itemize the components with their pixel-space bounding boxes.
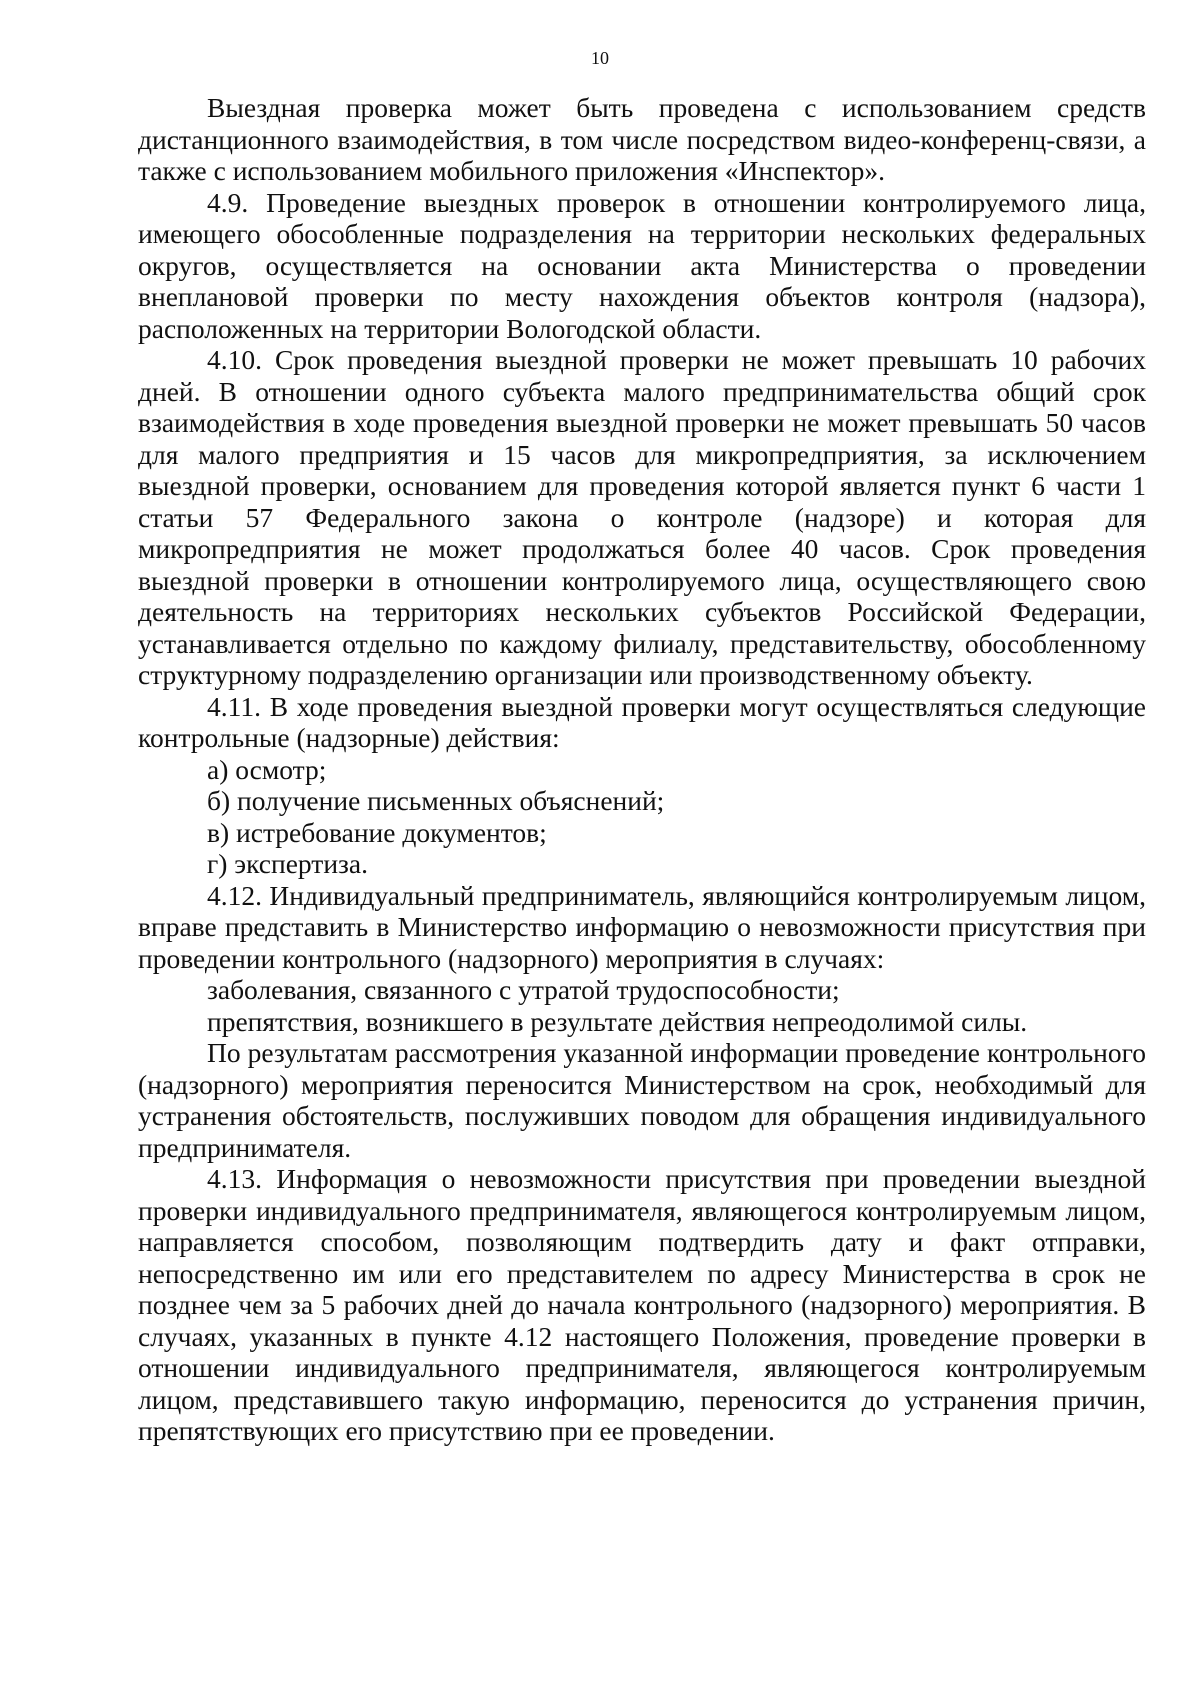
page-number: 10 [591,48,609,68]
list-item-expertise: г) экспертиза. [207,848,368,879]
paragraph-4-13: 4.13. Информация о невозможности присутствия при проведении выездной проверки индивидуального предпринимателя, являющегося контролируемым лицом, направляется способом, позволяющим подтвердить дату и факт отправки, непосредственно им или его представителем по адресу Министерства в срок не позднее чем за 5 рабочих дней до начала контрольного (надзорного) мероприятия. В случаях, указанных в пункте 4.12 настоящего Положения, проведение проверки в отношении индивидуального предпринимателя, являющегося контролируемым лицом, представившего такую информацию, переносится до устранения причин, препятствующих его присутствию при ее проведении. [138,1163,1146,1446]
list-item-force-majeure: препятствия, возникшего в результате действия непреодолимой силы. [207,1005,1028,1037]
paragraph-4-10: 4.10. Срок проведения выездной проверки не может превышать 10 рабочих дней. В отношении одного субъекта малого предпринимательства общий срок взаимодействия в ходе проведения выездной проверки не может превышать 50 часов для малого предприятия и 15 часов для микропредприятия, за исключением выездной проверки, основанием для проведения которой является пункт 6 части 1 статьи 57 Федерального закона о контроле (надзоре) и которая для микропредприятия не может продолжаться более 40 часов. Срок проведения выездной проверки в отношении контролируемого лица, осуществляющего свою деятельность на территориях нескольких субъектов Российской Федерации, устанавливается отдельно по каждому филиалу, представительству, обособленному структурному подразделению организации или производственному объекту. [138,344,1146,690]
paragraph-4-9: 4.9. Проведение выездных проверок в отношении контролируемого лица, имеющего обособленные подразделения на территории нескольких федеральных округов, осуществляется на основании акта Министерства о проведении внеплановой проверки по месту нахождения объектов контроля (надзора), расположенных на территории Вологодской области. [138,186,1146,344]
document-body [138,92,1146,1447]
paragraph-remote-inspection: Выездная проверка может быть проведена с использованием средств дистанционного взаимодействия, в том числе посредством видео-конференц-связи, а также с использованием мобильного приложения «Инспектор». [138,92,1146,186]
paragraph-4-12: 4.12. Индивидуальный предприниматель, являющийся контролируемым лицом, вправе представить в Министерство информацию о невозможности присутствия при проведении контрольного (надзорного) мероприятия в случаях: [138,879,1146,974]
list-item-inspection: а) осмотр; [207,753,327,785]
list-item-written-explanations: б) получение письменных объяснений; [207,785,665,816]
list-item-illness: заболевания, связанного с утратой трудоспособности; [207,974,840,1005]
paragraph-4-11: 4.11. В ходе проведения выездной проверки могут осуществляться следующие контрольные (надзорные) действия: [138,690,1146,753]
paragraph-postponement: По результатам рассмотрения указанной информации проведение контрольного (надзорного) мероприятия переносится Министерством на срок, необходимый для устранения обстоятельств, послуживших поводом для обращения индивидуального предпринимателя. [138,1037,1146,1163]
list-item-documents-request: в) истребование документов; [207,816,547,848]
